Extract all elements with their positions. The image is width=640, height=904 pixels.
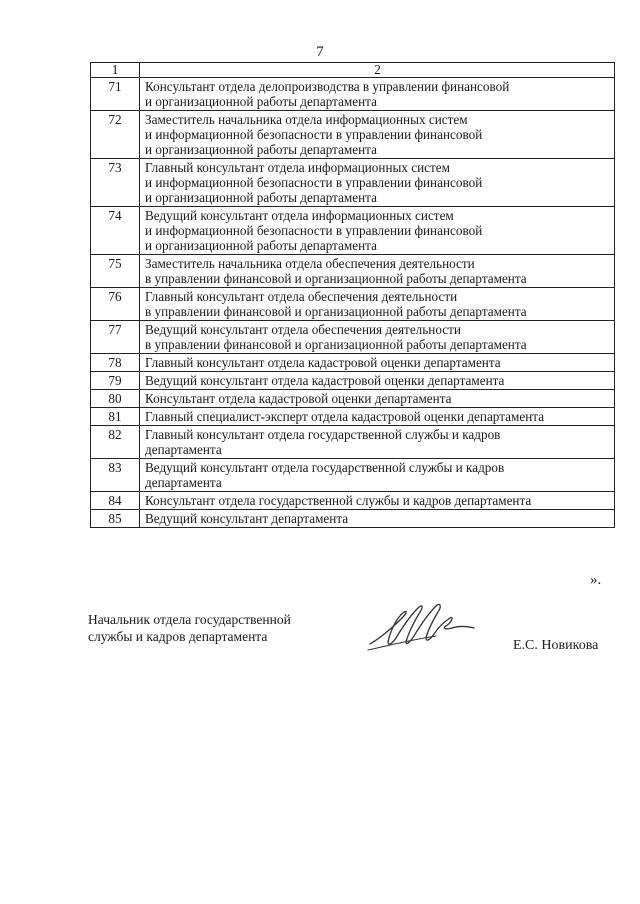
page-number: 7 — [316, 44, 324, 60]
signatory-name: Е.С. Новикова — [513, 638, 599, 653]
position-title-line: и организационной работы департамента — [145, 142, 377, 157]
position-title — [140, 321, 615, 354]
table-row — [91, 288, 615, 321]
handwritten-signature — [366, 598, 482, 652]
position-title-line: в управлении финансовой и организационной работы департамента — [145, 337, 527, 352]
position-title-line: департамента — [145, 475, 222, 490]
closing-quote: ». — [590, 572, 602, 588]
row-number: 82 — [91, 426, 140, 459]
position-title-line: и организационной работы департамента — [145, 190, 377, 205]
position-title — [140, 288, 615, 321]
table-row — [91, 459, 615, 492]
position-title-line: Ведущий консультант отдела кадастровой оценки департамента — [145, 373, 505, 388]
table-row — [91, 492, 615, 510]
table-row — [91, 372, 615, 390]
position-title-line: в управлении финансовой и организационной работы департамента — [145, 304, 527, 319]
position-title-line: Ведущий консультант отдела обеспечения деятельности — [145, 322, 461, 337]
row-number: 72 — [91, 111, 140, 159]
signoff-title — [88, 611, 291, 645]
position-title-line: Консультант отдела делопроизводства в управлении финансовой — [145, 79, 510, 94]
position-title-line: Ведущий консультант отдела государственной службы и кадров — [145, 460, 505, 475]
signoff-title-line: Начальник отдела государственной — [88, 612, 291, 627]
table-row — [91, 426, 615, 459]
position-title — [140, 78, 615, 111]
position-title — [140, 372, 615, 390]
row-number: 78 — [91, 354, 140, 372]
position-title-line: и информационной безопасности в управлении финансовой — [145, 175, 483, 190]
table-row — [91, 111, 615, 159]
position-title — [140, 354, 615, 372]
signoff-title-line: службы и кадров департамента — [88, 629, 268, 644]
row-number: 80 — [91, 390, 140, 408]
table-row — [91, 255, 615, 288]
position-title — [140, 459, 615, 492]
positions-table — [90, 62, 615, 528]
position-title-line: Главный консультант отдела кадастровой оценки департамента — [145, 355, 501, 370]
table-row — [91, 390, 615, 408]
header-col-position: 2 — [140, 63, 615, 78]
position-title-line: в управлении финансовой и организационной работы департамента — [145, 271, 527, 286]
position-title-line: Главный консультант отдела информационных систем — [145, 160, 450, 175]
position-title-line: и информационной безопасности в управлении финансовой — [145, 127, 483, 142]
position-title-line: Главный специалист-эксперт отдела кадастровой оценки департамента — [145, 409, 545, 424]
position-title — [140, 390, 615, 408]
table-header-row — [91, 63, 615, 78]
row-number: 73 — [91, 159, 140, 207]
table-row — [91, 321, 615, 354]
position-title-line: Ведущий консультант отдела информационных систем — [145, 208, 454, 223]
row-number: 77 — [91, 321, 140, 354]
table-row — [91, 408, 615, 426]
table-row — [91, 207, 615, 255]
position-title — [140, 207, 615, 255]
row-number: 74 — [91, 207, 140, 255]
position-title — [140, 408, 615, 426]
row-number: 71 — [91, 78, 140, 111]
position-title-line: и информационной безопасности в управлении финансовой — [145, 223, 483, 238]
position-title — [140, 426, 615, 459]
row-number: 81 — [91, 408, 140, 426]
row-number: 83 — [91, 459, 140, 492]
table-row — [91, 354, 615, 372]
row-number: 75 — [91, 255, 140, 288]
position-title — [140, 492, 615, 510]
table-row — [91, 78, 615, 111]
position-title-line: Консультант отдела кадастровой оценки департамента — [145, 391, 452, 406]
position-title — [140, 111, 615, 159]
header-col-number: 1 — [91, 63, 140, 78]
position-title-line: Заместитель начальника отдела информационных систем — [145, 112, 468, 127]
position-title-line: и организационной работы департамента — [145, 238, 377, 253]
position-title — [140, 255, 615, 288]
row-number: 79 — [91, 372, 140, 390]
row-number: 85 — [91, 510, 140, 528]
position-title-line: Консультант отдела государственной службы и кадров департамента — [145, 493, 532, 508]
position-title-line: департамента — [145, 442, 222, 457]
row-number: 84 — [91, 492, 140, 510]
position-title-line: Ведущий консультант департамента — [145, 511, 349, 526]
table-row — [91, 159, 615, 207]
table-row — [91, 510, 615, 528]
position-title-line: Заместитель начальника отдела обеспечения деятельности — [145, 256, 475, 271]
row-number: 76 — [91, 288, 140, 321]
position-title — [140, 159, 615, 207]
position-title — [140, 510, 615, 528]
position-title-line: Главный консультант отдела обеспечения деятельности — [145, 289, 458, 304]
position-title-line: и организационной работы департамента — [145, 94, 377, 109]
position-title-line: Главный консультант отдела государственной службы и кадров — [145, 427, 501, 442]
